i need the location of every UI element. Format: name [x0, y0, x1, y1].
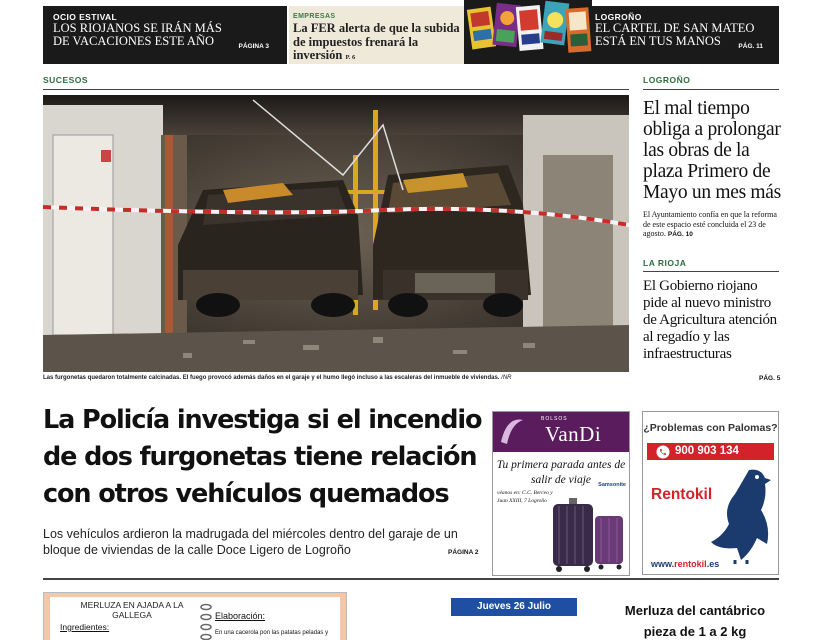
- promo-text: Merluza del cantábrico pieza de 1 a 2 kg: [624, 603, 766, 639]
- teaser-title: EL CARTEL DE SAN MATEO ESTÁ EN TUS MANOS: [595, 21, 755, 48]
- teaser-title: La FER alerta de que la subida de impuestos frenará la inversión P. 6: [293, 21, 460, 62]
- photo-credit: /NR: [501, 375, 512, 381]
- teaser-page: PÁG. 11: [738, 43, 763, 50]
- recipe-sheet: [50, 597, 340, 640]
- side-story-headline-obras[interactable]: El mal tiempo obliga a prolongar las obras de la plaza Primero de Mayo un mes más: [643, 98, 781, 203]
- section-rule: [43, 89, 629, 90]
- pigeon-icon: [705, 464, 777, 564]
- rentokil-website[interactable]: www.rentokil.es: [651, 559, 720, 569]
- section-label-la-rioja: LA RIOJA: [643, 258, 687, 268]
- teaser-kicker: OCIO ESTIVAL: [53, 12, 118, 22]
- section-label-sucesos: SUCESOS: [43, 75, 89, 85]
- vandi-tagline: BOLSOS: [541, 416, 568, 422]
- main-page: PÁGINA 2: [448, 549, 479, 556]
- section-label-logrono: LOGROÑO: [643, 75, 691, 85]
- teaser-empresas[interactable]: [289, 6, 464, 64]
- teaser-page: P. 6: [345, 54, 356, 61]
- section-rule: [643, 271, 779, 272]
- teaser-page: PÁGINA 3: [238, 43, 269, 50]
- vandi-ad[interactable]: [492, 411, 630, 576]
- suitcases-image: [539, 494, 629, 574]
- notebook-spiral-icon: [200, 603, 212, 640]
- side-story-headline-gobierno[interactable]: El Gobierno riojano pide al nuevo ministro de Agricultura atención al regadío y las infraestructuras: [643, 278, 777, 362]
- vandi-address: véanos en: C.C. Berceo y Juan XXIII, 7 Logroño: [497, 490, 553, 504]
- vandi-slogan: Tu primera parada antes de salir de viaje: [496, 459, 626, 486]
- main-headline[interactable]: La Policía investiga si el incendio de dos furgonetas tiene relación con otros vehículos quemados: [43, 405, 482, 509]
- recipe-ingredients-label: Ingredientes:: [60, 622, 110, 632]
- rentokil-ad[interactable]: [642, 411, 779, 575]
- side-story-page: PÁG. 10: [667, 231, 693, 238]
- recipe-step: En una cacerola pon las patatas peladas y: [215, 630, 329, 636]
- phone-icon: [656, 445, 670, 459]
- vandi-header: [493, 412, 629, 452]
- vandi-swirl-icon: [493, 412, 533, 452]
- festival-posters-image: [464, 0, 592, 64]
- side-story-page: PÁG. 5: [759, 375, 781, 382]
- rentokil-logo: Rentokil: [651, 486, 713, 503]
- teaser-ocio-estival[interactable]: [43, 6, 287, 64]
- recipe-elaboration-label: Elaboración:: [215, 611, 266, 621]
- section-rule: [643, 89, 779, 90]
- recipe-title: MERLUZA EN AJADA A LA GALLEGA: [80, 600, 184, 620]
- teaser-title: LOS RIOJANOS SE IRÁN MÁS DE VACACIONES ESTE AÑO: [53, 21, 222, 48]
- teaser-kicker: EMPRESAS: [293, 13, 336, 20]
- teaser-logrono[interactable]: [464, 6, 779, 64]
- date-badge: Jueves 26 Julio: [451, 598, 577, 616]
- side-story-summary: El Ayuntamiento confía en que la reforma de este espacio esté concluida el 23 de agosto. PÁG. 10: [643, 210, 777, 238]
- photo-caption: Las furgonetas quedaron totalmente calcinadas. El fuego provocó además daños en el garaje y el humo llegó incluso a las escaleras del inmueble de viviendas. /NR: [43, 375, 512, 381]
- rentokil-phone[interactable]: 900 903 134: [647, 443, 774, 460]
- samsonite-logo: Samsonite: [598, 482, 626, 488]
- recipe-card[interactable]: [43, 592, 347, 640]
- bottom-rule: [43, 578, 779, 580]
- burned-vans-image: [43, 95, 629, 372]
- teaser-kicker: LOGROÑO: [595, 12, 642, 22]
- vandi-logo: VanDi: [545, 422, 602, 446]
- rentokil-question: ¿Problemas con Palomas?: [643, 422, 778, 434]
- garage-fire-photo[interactable]: [43, 95, 629, 372]
- main-deck: Los vehículos ardieron la madrugada del miércoles dentro del garaje de un bloque de viviendas de la calle Doce Ligero de Logroño: [43, 527, 458, 557]
